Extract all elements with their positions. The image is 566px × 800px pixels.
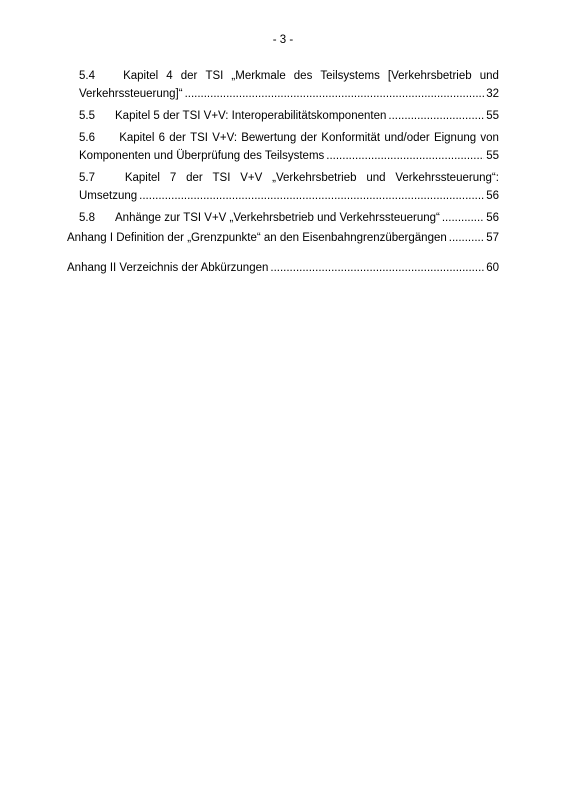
- toc-leader-dots: [185, 85, 485, 103]
- toc-entry-5-4[interactable]: [67, 67, 499, 103]
- toc-word: der: [186, 172, 203, 184]
- toc-entry-5-8-line: [79, 209, 499, 227]
- toc-word: Verkehrssteuerung“:: [395, 172, 499, 184]
- toc-entry-5-5-line: [79, 107, 499, 125]
- toc-word: „Verkehrsbetrieb: [272, 172, 357, 184]
- toc-entry-title: Komponenten und Überprüfung des Teilsystems: [79, 150, 325, 162]
- toc-word: Konformität: [321, 132, 381, 144]
- toc-entry-5-7-line1: [79, 169, 499, 187]
- toc-entry-title: Verkehrssteuerung]“: [79, 88, 183, 100]
- toc-page-number: 56: [486, 212, 499, 224]
- toc-leader-dots: [442, 209, 484, 227]
- toc-entry-anhang-2-line: [67, 259, 499, 277]
- toc-word: TSI: [212, 172, 231, 184]
- toc-word: von: [480, 132, 499, 144]
- toc-entry-number: 5.4: [79, 70, 95, 82]
- toc-entry-title: Anhang II Verzeichnis der Abkürzungen: [67, 262, 269, 274]
- toc-word: und: [366, 172, 386, 184]
- toc-entry-5-8[interactable]: [67, 209, 499, 227]
- toc-word: Bewertung: [241, 132, 297, 144]
- toc-word: der: [300, 132, 318, 144]
- toc-entry-5-7-line2: [79, 187, 499, 205]
- toc-entry-number: 5.5: [79, 110, 95, 122]
- toc-entry-number: 5.6: [79, 132, 95, 144]
- toc-word: der: [180, 70, 198, 82]
- toc-word: der: [169, 132, 186, 144]
- toc-entry-title: Kapitel 5 der TSI V+V: Interoperabilitätskomponenten: [115, 110, 387, 122]
- toc-word: Teilsystems: [320, 70, 380, 82]
- toc-entry-5-6-line1: [79, 129, 499, 147]
- toc-word: V+V:: [212, 132, 238, 144]
- toc-word: 4: [166, 70, 173, 82]
- toc-page-number: 60: [486, 262, 499, 274]
- toc-page-number: 56: [486, 190, 499, 202]
- toc-entry-anhang-1-line: [67, 229, 499, 247]
- toc-word: und/oder: [384, 132, 430, 144]
- toc-word: „Merkmale: [231, 70, 286, 82]
- toc-word: des: [293, 70, 313, 82]
- toc-entry-5-4-line1: [79, 67, 499, 85]
- toc-entry-5-6[interactable]: [67, 129, 499, 165]
- toc-leader-dots: [139, 187, 484, 205]
- toc-word: Eignung: [433, 132, 477, 144]
- toc-entry-title: Anhänge zur TSI V+V „Verkehrsbetrieb und Verkehrssteuerung“: [115, 212, 440, 224]
- toc-page-number: 55: [486, 110, 499, 122]
- toc-leader-dots: [270, 259, 484, 277]
- toc-entry-number: 5.7: [79, 172, 95, 184]
- toc-word: Kapitel: [119, 132, 155, 144]
- page-number: - 3 -: [272, 34, 294, 46]
- toc-word: [Verkehrsbetrieb: [387, 70, 472, 82]
- toc-leader-dots: [449, 229, 484, 247]
- toc-word: 6: [158, 132, 166, 144]
- toc-word: V+V: [240, 172, 263, 184]
- toc-page-number: 57: [486, 232, 499, 244]
- toc-leader-dots: [326, 147, 484, 165]
- toc-entry-anhang-1[interactable]: [67, 229, 499, 247]
- toc-page-number: 55: [486, 150, 499, 162]
- toc-entry-title: Umsetzung: [79, 190, 138, 202]
- toc-entry-5-5[interactable]: [67, 107, 499, 125]
- toc-word: TSI: [190, 132, 208, 144]
- toc-entry-5-4-line2: [79, 85, 499, 103]
- toc-word: Kapitel: [123, 70, 159, 82]
- toc-word: Kapitel: [124, 172, 160, 184]
- toc-page-number: 32: [486, 88, 499, 100]
- toc-entry-anhang-2[interactable]: [67, 259, 499, 277]
- toc-word: und: [479, 70, 499, 82]
- toc-word: 7: [169, 172, 177, 184]
- table-of-contents: [67, 67, 499, 277]
- toc-word: TSI: [205, 70, 224, 82]
- toc-entry-5-7[interactable]: [67, 169, 499, 205]
- toc-entry-number: 5.8: [79, 212, 95, 224]
- toc-entry-5-6-line2: [79, 147, 499, 165]
- toc-entry-title: Anhang I Definition der „Grenzpunkte“ an den Eisenbahngrenzübergängen: [67, 232, 447, 244]
- toc-leader-dots: [388, 107, 484, 125]
